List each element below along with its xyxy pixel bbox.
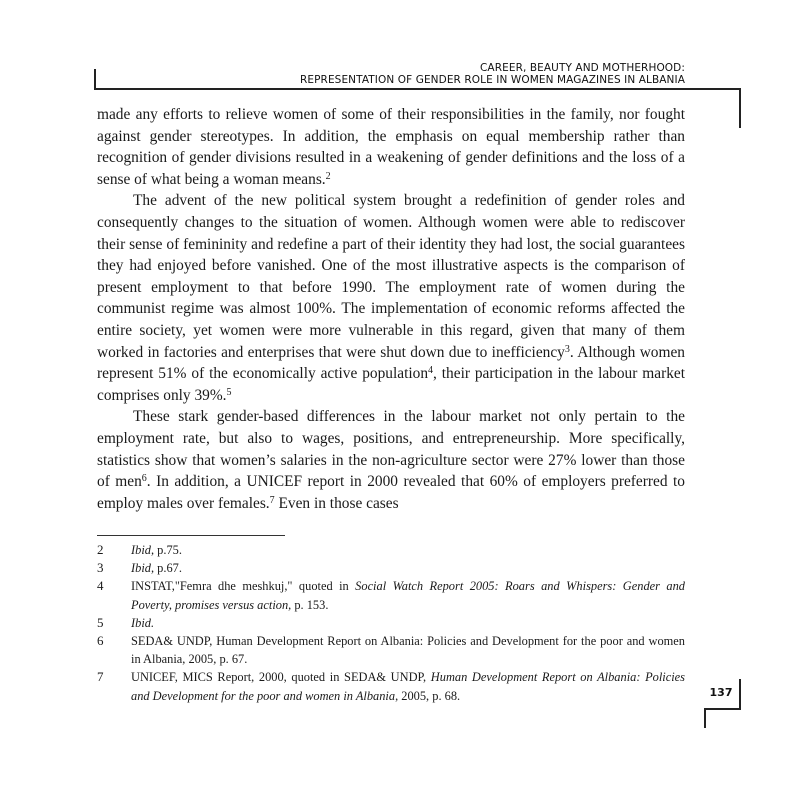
footnote-ref-2: 2 <box>325 170 331 182</box>
footnote-number: 2 <box>97 542 104 557</box>
page-number: 137 <box>709 686 733 699</box>
footnote-text-pre: UNICEF, MICS Report, 2000, quoted in SEDA& UNDP, <box>131 670 431 685</box>
paragraph-2-segment-2: . Although women represent 51% of the economically active population <box>97 343 686 383</box>
header-rule-left <box>94 69 96 88</box>
footnote-ref-3: 3 <box>564 343 570 355</box>
footnote-italic: Ibid, <box>131 543 155 557</box>
footnote <box>97 577 685 613</box>
footnote <box>97 632 685 668</box>
footnote-text: p.67. <box>154 561 182 576</box>
footnote-italic: Human Development Report on Albania: Policies and Development for the poor and women in Albania <box>131 670 686 703</box>
footnote-italic: Social Watch Report 2005: Roars and Whispers: Gender and Poverty, promises versus action, <box>131 579 685 612</box>
footnotes <box>97 541 685 705</box>
running-header-line1: CAREER, BEAUTY AND MOTHERHOOD: <box>480 62 685 74</box>
footnote-number: 5 <box>97 614 104 630</box>
footnote-number: 4 <box>97 578 104 594</box>
paragraph-1-text: made any efforts to relieve women of some of their responsibilities in the family, nor fought against gender stereotypes. In addition, the emphasis on equal membership rather than recognition of gender divisions resulted in a weakening of gender definitions and the loss of a sense of what being a woman means. <box>97 106 685 188</box>
footnote-separator <box>97 535 285 536</box>
paragraph-2-segment-3: , their participation in the labour market comprises only 39%. <box>97 365 685 404</box>
footnote-ref-7: 7 <box>269 494 275 506</box>
footnote-text-pre: SEDA& UNDP, Human Development Report on Albania: Policies and Development for the poor and women in Albania, 2005, p. 67. <box>131 634 685 667</box>
paragraph-2 <box>97 190 685 406</box>
footnote-number: 6 <box>97 633 104 649</box>
footnote-italic: Ibid, <box>131 561 155 576</box>
header-rule <box>94 88 740 90</box>
paragraph-3-segment-3: Even in those cases <box>274 494 399 512</box>
header-rule-right <box>739 88 741 128</box>
running-header-line2: REPRESENTATION OF GENDER ROLE IN WOMEN MAGAZINES IN ALBANIA <box>299 74 685 86</box>
footnote <box>97 541 685 559</box>
page-number-rule-left <box>704 708 706 728</box>
footnote-text: , 2005, p. 68. <box>395 688 461 703</box>
page-number-rule-right <box>739 679 741 709</box>
footnote-text: p.75. <box>154 543 182 557</box>
footnote-italic: Ibid. <box>131 615 155 630</box>
footnote <box>97 559 685 577</box>
paragraph-3-segment-1: These stark gender-based differences in the labour market not only pertain to the employment rate, but also to wages, positions, and entrepreneurship. More specifically, statistics show that women’s salaries in the non-agriculture sector were 27% lower than those of men <box>97 408 685 491</box>
footnote-ref-6: 6 <box>141 473 147 485</box>
footnote-ref-5: 5 <box>226 386 232 398</box>
footnote-text: p. 153. <box>291 597 329 612</box>
footnote-text-pre: INSTAT,"Femra dhe meshkuj," quoted in <box>131 579 356 594</box>
paragraph-3 <box>97 406 685 514</box>
body-text <box>97 104 685 514</box>
footnote-ref-4: 4 <box>428 365 434 377</box>
paragraph-1 <box>97 104 685 190</box>
footnote-number: 7 <box>97 669 104 685</box>
running-header <box>300 62 685 86</box>
footnote <box>97 614 685 632</box>
paragraph-3-segment-2: . In addition, a UNICEF report in 2000 revealed that 60% of employers preferred to employ males over females. <box>97 473 685 512</box>
footnote-number: 3 <box>97 560 104 576</box>
paragraph-2-segment-1: The advent of the new political system brought a redefinition of gender roles and consequently changes to the situation of women. Although women were able to rediscover their sense of femininity and redefine a part of their identity they had lost, the social guarantees they had enjoyed before vanished. One of the most illustrative aspects is the comparison of present employment to that before 1990. The employment rate of women during the communist regime was almost 100%. The implementation of economic reforms affected the entire society, yet women were more vulnerable in this regard, given that many of them worked in factories and enterprises that were shut down due to inefficiency <box>97 192 685 361</box>
page-number-rule <box>704 708 741 710</box>
footnote <box>97 668 685 704</box>
